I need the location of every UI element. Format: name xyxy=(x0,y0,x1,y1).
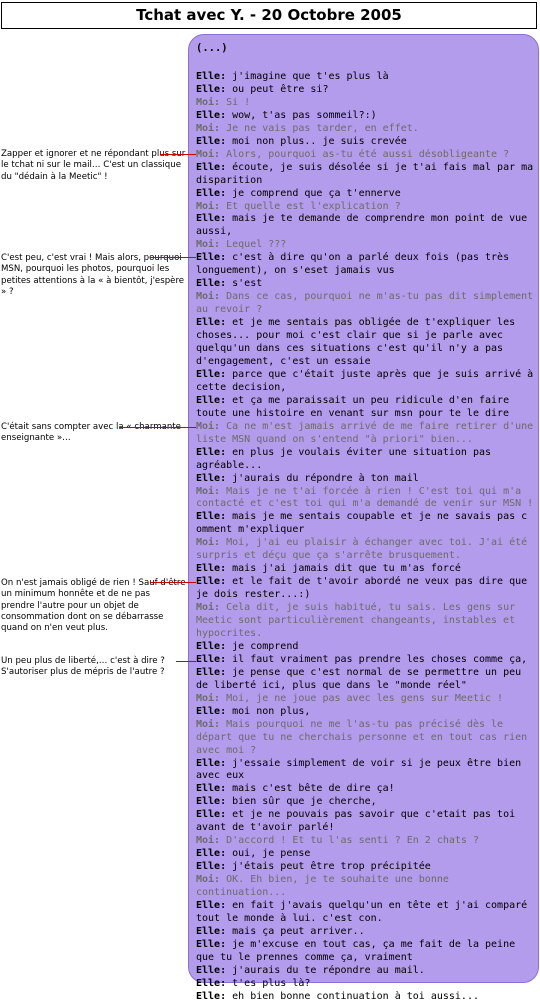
chat-message xyxy=(196,900,536,926)
annotation-pointer xyxy=(150,582,196,583)
chat-intro: (...) xyxy=(196,42,228,54)
annotation-pointer xyxy=(150,257,196,258)
message-text: OK. Eh bien, je te souhaite une bonne continuation... xyxy=(196,874,449,899)
message-text: il faut vraiment pas prendre les choses comme ça, xyxy=(232,653,528,665)
chat-message xyxy=(196,978,536,991)
chat-message xyxy=(196,965,536,978)
message-text: mais je te demande de comprendre mon point de vue aussi, xyxy=(196,213,528,238)
message-speaker: Elle: xyxy=(196,809,227,821)
message-text: j'aurais du te répondre au mail. xyxy=(232,964,425,976)
message-speaker: Elle: xyxy=(196,576,227,588)
message-speaker: Moi: xyxy=(196,200,221,212)
message-text: D'accord ! Et tu l'as senti ? En 2 chats ? xyxy=(226,835,479,847)
message-speaker: Elle: xyxy=(196,861,227,873)
message-speaker: Elle: xyxy=(196,757,227,769)
message-speaker: Elle: xyxy=(196,135,227,147)
message-text: mais c'est bête de dire ça! xyxy=(232,783,395,795)
chat-message xyxy=(196,939,536,965)
message-speaker: Elle: xyxy=(196,705,227,717)
chat-message xyxy=(196,641,536,654)
chat-message xyxy=(196,796,536,809)
message-text: je comprend xyxy=(232,640,299,652)
message-speaker: Elle: xyxy=(196,252,227,264)
chat-message xyxy=(196,201,536,214)
chat-message xyxy=(196,511,536,537)
chat-message xyxy=(196,563,536,576)
message-speaker: Moi: xyxy=(196,602,221,614)
message-text: j'aurais du répondre à ton mail xyxy=(232,472,419,484)
message-text: en fait j'avais quelqu'un en tête et j'ai comparé tout le monde à lui. c'est con. xyxy=(196,900,528,924)
message-text: wow, t'as pas sommeil?:) xyxy=(232,109,377,121)
chat-message xyxy=(196,136,536,149)
message-speaker: Moi: xyxy=(196,537,221,549)
chat-message xyxy=(196,110,536,123)
chat-message xyxy=(196,395,536,421)
chat-message xyxy=(196,809,536,835)
chat-message xyxy=(196,693,536,706)
message-speaker: Moi: xyxy=(196,96,221,108)
message-text: j'imagine que t'es plus là xyxy=(232,71,389,82)
message-speaker: Moi: xyxy=(196,420,221,432)
message-text: j'essaie simplement de voir si je peux être bien avec eux xyxy=(196,757,522,782)
message-speaker: Elle: xyxy=(196,990,227,1002)
message-speaker: Elle: xyxy=(196,938,227,950)
message-speaker: Elle: xyxy=(196,71,227,82)
message-speaker: Moi: xyxy=(196,122,221,134)
message-speaker: Moi: xyxy=(196,239,221,251)
chat-message xyxy=(196,71,536,84)
chat-message xyxy=(196,486,536,512)
chat-message xyxy=(196,848,536,861)
message-text: Dans ce cas, pourquoi ne m'as-tu pas dit simplement au revoir ? xyxy=(196,291,534,316)
annotation-obligation: On n'est jamais obligé de rien ! Sauf d'être un minimum honnête et de ne pas prendre l'autre pour un objet de consommation dont on se débarrasse quand on n'en veut plus. xyxy=(1,578,186,634)
message-speaker: Moi: xyxy=(196,874,221,886)
chat-message xyxy=(196,278,536,291)
message-speaker: Elle: xyxy=(196,83,227,95)
message-speaker: Elle: xyxy=(196,783,227,795)
message-speaker: Elle: xyxy=(196,964,227,976)
message-text: oui, je pense xyxy=(232,848,311,860)
message-speaker: Moi: xyxy=(196,835,221,847)
message-speaker: Elle: xyxy=(196,394,227,406)
message-speaker: Elle: xyxy=(196,563,227,575)
chat-message xyxy=(196,188,536,201)
message-speaker: Elle: xyxy=(196,317,227,329)
message-speaker: Moi: xyxy=(196,692,221,704)
message-speaker: Moi: xyxy=(196,148,221,160)
message-text: Lequel ??? xyxy=(226,239,287,251)
message-speaker: Elle: xyxy=(196,511,227,523)
chat-message xyxy=(196,123,536,136)
message-text: mais je me sentais coupable et je ne savais pas c omment m'expliquer xyxy=(196,511,528,536)
chat-transcript xyxy=(196,71,536,1004)
message-speaker: Elle: xyxy=(196,213,227,225)
message-speaker: Moi: xyxy=(196,485,221,497)
message-text: mais j'ai jamais dit que tu m'as forcé xyxy=(232,563,461,575)
message-text: parce que c'était juste après que je suis arrivé à cette decision, xyxy=(196,368,534,393)
message-text: ou peut être si? xyxy=(232,83,329,95)
chat-message xyxy=(196,149,536,162)
chat-message xyxy=(196,473,536,486)
annotation-msn-photos: C'est peu, c'est vrai ! Mais alors, pourquoi MSN, pourquoi les photos, pourquoi les petites attentions à la « à bientôt, j'espère » ? xyxy=(1,253,185,297)
chat-message xyxy=(196,317,536,369)
message-speaker: Elle: xyxy=(196,640,227,652)
message-text: Et quelle est l'explication ? xyxy=(226,200,401,212)
message-speaker: Elle: xyxy=(196,653,227,665)
annotation-pointer xyxy=(120,427,196,428)
message-speaker: Elle: xyxy=(196,796,227,808)
annotation-pointer xyxy=(160,154,196,155)
chat-message xyxy=(196,783,536,796)
message-text: Mais je ne t'ai forcée à rien ! C'est toi qui m'a contacté et c'est toi qui m'a demandé de venir sur MSN ! xyxy=(196,485,534,510)
message-speaker: Elle: xyxy=(196,161,227,173)
message-text: Cela dit, je suis habitué, tu sais. Les gens sur Meetic sont particulièrement changeants, instables et hypocrites. xyxy=(196,602,516,639)
chat-message xyxy=(196,537,536,563)
message-text: moi non plus.. je suis crevée xyxy=(232,135,407,147)
message-speaker: Elle: xyxy=(196,977,227,989)
message-text: Ca ne m'est jamais arrivé de me faire retirer d'une liste MSN quand on s'entend "à priori" bien... xyxy=(196,420,534,445)
message-text: eh bien bonne continuation à toi aussi... xyxy=(232,990,479,1002)
message-speaker: Elle: xyxy=(196,900,227,911)
chat-message xyxy=(196,84,536,97)
message-text: Moi, j'ai eu plaisir à échanger avec toi. J'ai été surpris et déçu que ça s'arrête brusquement. xyxy=(196,537,528,562)
chat-message xyxy=(196,861,536,874)
message-text: je pense que c'est normal de se permettre un peu de liberté ici, plus que dans le "monde réel" xyxy=(196,666,522,691)
message-speaker: Elle: xyxy=(196,472,227,484)
message-text: écoute, je suis désolée si je t'ai fais mal par ma disparition xyxy=(196,161,534,186)
message-speaker: Elle: xyxy=(196,187,227,199)
message-text: je comprend que ça t'ennerve xyxy=(232,187,401,199)
chat-message xyxy=(196,239,536,252)
chat-message xyxy=(196,421,536,447)
chat-message xyxy=(196,97,536,110)
chat-message xyxy=(196,719,536,758)
chat-message xyxy=(196,447,536,473)
chat-message xyxy=(196,706,536,719)
chat-message xyxy=(196,667,536,693)
chat-message xyxy=(196,991,536,1004)
message-text: c'est à dire qu'on a parlé deux fois (pas très longuement), on s'eset jamais vus xyxy=(196,252,510,277)
page-title: Tchat avec Y. - 20 Octobre 2005 xyxy=(1,2,537,29)
chat-message xyxy=(196,835,536,848)
annotation-disdain: Zapper et ignorer et ne répondant plus sur le tchat ni sur le mail… C'est un classique du "dédain à la Meetic" ! xyxy=(1,149,186,182)
annotation-freedom: Un peu plus de liberté,… c'est à dire ? S'autoriser plus de mépris de l'autre ? xyxy=(1,656,165,678)
annotation-teacher: C'était sans compter avec la « charmante enseignante »… xyxy=(1,422,181,444)
message-text: Moi, je ne joue pas avec les gens sur Meetic ! xyxy=(226,692,504,704)
message-speaker: Moi: xyxy=(196,291,221,303)
chat-message xyxy=(196,758,536,784)
chat-message xyxy=(196,213,536,239)
chat-message xyxy=(196,252,536,278)
message-text: Mais pourquoi ne me l'as-tu pas précisé dès le départ que tu ne cherchais personne et en tout cas rien avec moi ? xyxy=(196,718,528,756)
chat-message xyxy=(196,654,536,667)
message-speaker: Moi: xyxy=(196,718,221,730)
message-text: et le fait de t'avoir abordé ne veux pas dire que je dois rester...:) xyxy=(196,576,528,601)
chat-message xyxy=(196,874,536,900)
annotation-pointer xyxy=(176,661,196,662)
chat-message xyxy=(196,576,536,602)
message-text: bien sûr que je cherche, xyxy=(232,796,377,808)
chat-message xyxy=(196,926,536,939)
message-speaker: Elle: xyxy=(196,848,227,860)
message-text: Je ne vais pas tarder, en effet. xyxy=(226,122,419,134)
chat-message xyxy=(196,291,536,317)
chat-message xyxy=(196,602,536,641)
message-text: et je ne pouvais pas savoir que c'etait pas toi avant de t'avoir parlé! xyxy=(196,809,516,834)
message-text: Alors, pourquoi as-tu été aussi désobligeante ? xyxy=(226,148,510,160)
message-speaker: Elle: xyxy=(196,278,227,290)
message-text: t'es plus là? xyxy=(232,977,311,989)
message-text: s'est xyxy=(232,278,263,290)
message-text: et je me sentais pas obligée de t'expliquer les choses... pour moi c'est clair que si je parle avec quelqu'un dans ces situations c'est qu'il n'y a pas d'engagement, c'est un essaie xyxy=(196,317,516,367)
message-speaker: Elle: xyxy=(196,446,227,458)
chat-message xyxy=(196,162,536,188)
message-speaker: Elle: xyxy=(196,666,227,678)
message-speaker: Elle: xyxy=(196,925,227,937)
chat-message xyxy=(196,369,536,395)
message-speaker: Elle: xyxy=(196,368,227,380)
message-text: en plus je voulais éviter une situation pas agréable... xyxy=(196,446,492,471)
message-text: et ça me paraissait un peu ridicule d'en faire toute une histoire en venant sur msn pour te le dire xyxy=(196,394,510,419)
message-speaker: Elle: xyxy=(196,109,227,121)
message-text: je m'excuse en tout cas, ça me fait de la peine que tu le prennes comme ça, vraiment xyxy=(196,938,516,963)
message-text: j'étais peut être trop précipitée xyxy=(232,861,431,873)
message-text: moi non plus, xyxy=(232,705,311,717)
message-text: Si ! xyxy=(226,96,251,108)
message-text: mais ça peut arriver.. xyxy=(232,925,365,937)
